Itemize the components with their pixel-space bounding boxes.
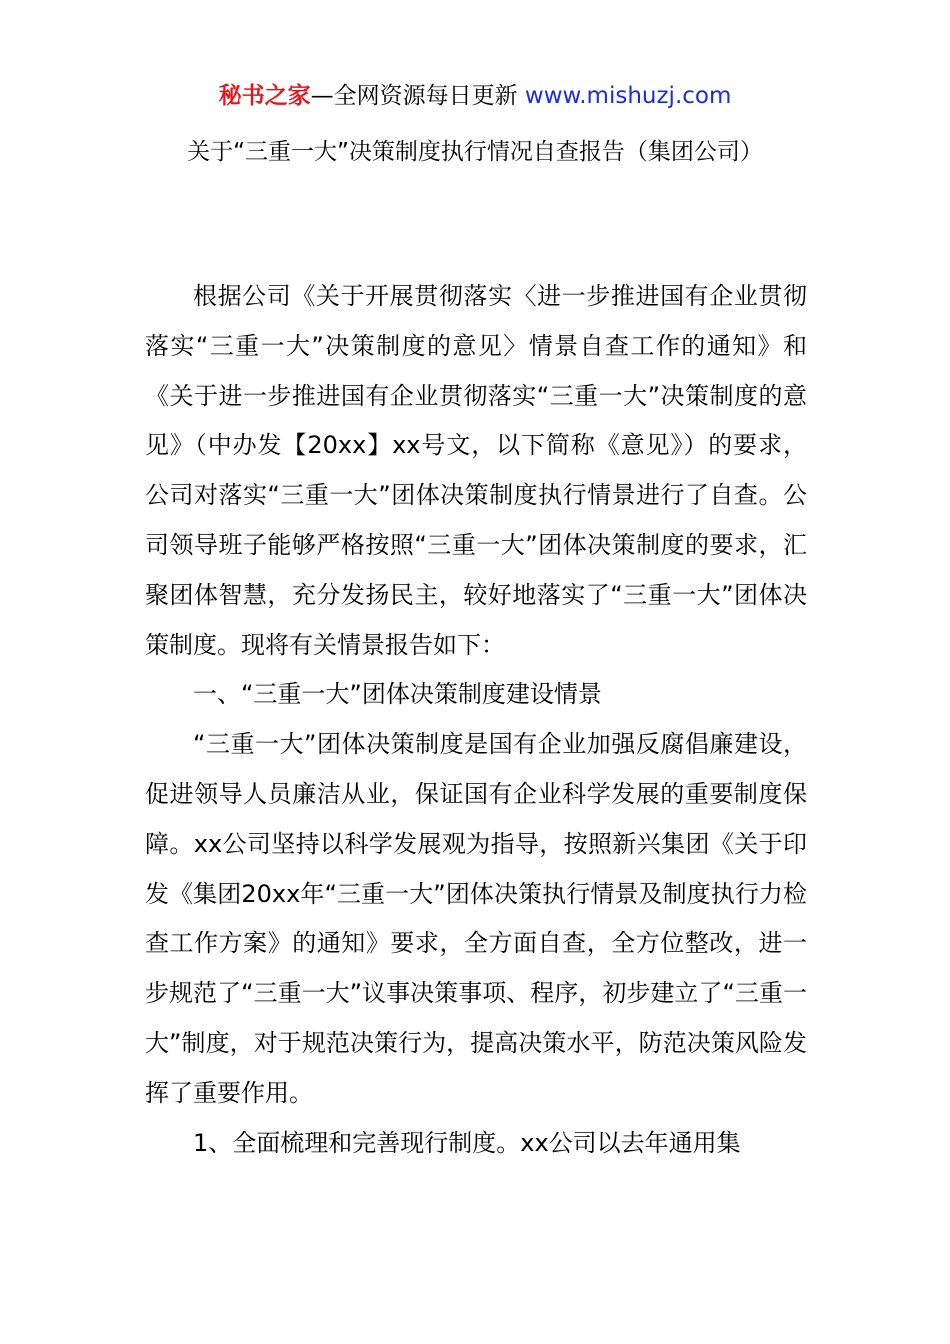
- document-body: [145, 272, 807, 1168]
- document-title: 关于“三重一大”决策制度执行情况自查报告（集团公司）: [187, 139, 763, 165]
- section-heading-1: 一、“三重一大”团体决策制度建设情景: [193, 680, 602, 709]
- site-url-link[interactable]: www.mishuzj.com: [524, 83, 732, 109]
- paragraph-intro: 根据公司《关于开展贯彻落实〈进一步推进国有企业贯彻落实“三重一大”决策制度的意见〉情景自查工作的通知》和《关于进一步推进国有企业贯彻落实“三重一大”决策制度的意见》（中办发【20xx】xx号文，以下简称《意见》）的要求，公司对落实“三重一大”团体决策制度执行情景进行了自查。公司领导班子能够严格按照“三重一大”团体决策制度的要求，汇聚团体智慧，充分发扬民主，较好地落实了“三重一大”团体决策制度。现将有关情景报告如下：: [145, 282, 807, 659]
- brand-name: 秘书之家: [218, 83, 311, 109]
- paragraph-section-1: “三重一大”团体决策制度是国有企业加强反腐倡廉建设，促进领导人员廉洁从业，保证国有企业科学发展的重要制度保障。xx公司坚持以科学发展观为指导，按照新兴集团《关于印发《集团20xx年“三重一大”团体决策执行情景及制度执行力检查工作方案》的通知》要求，全方面自查，全方位整改，进一步规范了“三重一大”议事决策事项、程序，初步建立了“三重一大”制度，对于规范决策行为，提高决策水平，防范决策风险发挥了重要作用。: [145, 730, 807, 1107]
- header-tagline: —全网资源每日更新: [310, 83, 525, 109]
- site-header: [0, 80, 950, 112]
- paragraph-item-1: 1、全面梳理和完善现行制度。xx公司以去年通用集: [193, 1128, 741, 1157]
